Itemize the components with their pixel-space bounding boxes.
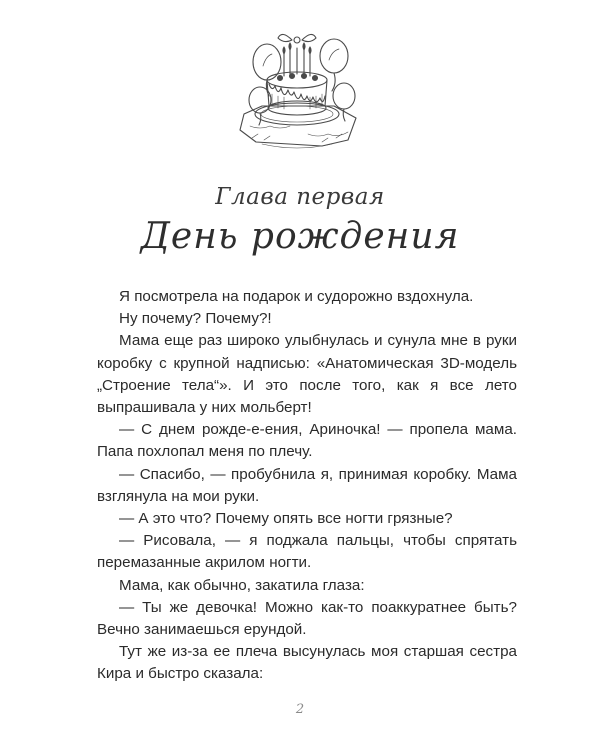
chapter-body	[97, 286, 517, 686]
paragraph: Мама, как обычно, закатила глаза:	[119, 576, 365, 594]
paragraph: Ну почему? Почему?!	[119, 310, 272, 328]
paragraph: — Спасибо, — пробубнила я, принимая коробку. Мама взглянула на мои руки.	[97, 465, 517, 505]
chapter-title: День рождения	[140, 216, 460, 257]
paragraph: Тут же из-за ее плеча высунулась моя старшая сестра Кира и быстро сказала:	[97, 643, 517, 683]
paragraph: Мама еще раз широко улыбнулась и сунула мне в руки коробку с крупной надписью: «Анатомическая 3D-модель „Строение тела“». И это после того, как я все лето выпрашивала у них мольберт!	[97, 332, 517, 417]
paragraph: — А это что? Почему опять все ногти грязные?	[119, 510, 453, 528]
paragraph: — Рисовала, — я поджала пальцы, чтобы спрятать перемазанные акрилом ногти.	[97, 532, 517, 572]
paragraph: — С днем рожде-е-ения, Ариночка! — пропела мама. Папа похлопал меня по плечу.	[97, 421, 517, 461]
paragraph: Я посмотрела на подарок и судорожно вздохнула.	[119, 288, 474, 305]
birthday-cake-with-balloons-icon	[222, 14, 372, 174]
page-number: 2	[295, 702, 305, 717]
chapter-label: Глава первая	[215, 184, 385, 210]
paragraph: — Ты же девочка! Можно как-то поаккуратнее быть? Вечно занимаешься ерундой.	[97, 598, 517, 639]
